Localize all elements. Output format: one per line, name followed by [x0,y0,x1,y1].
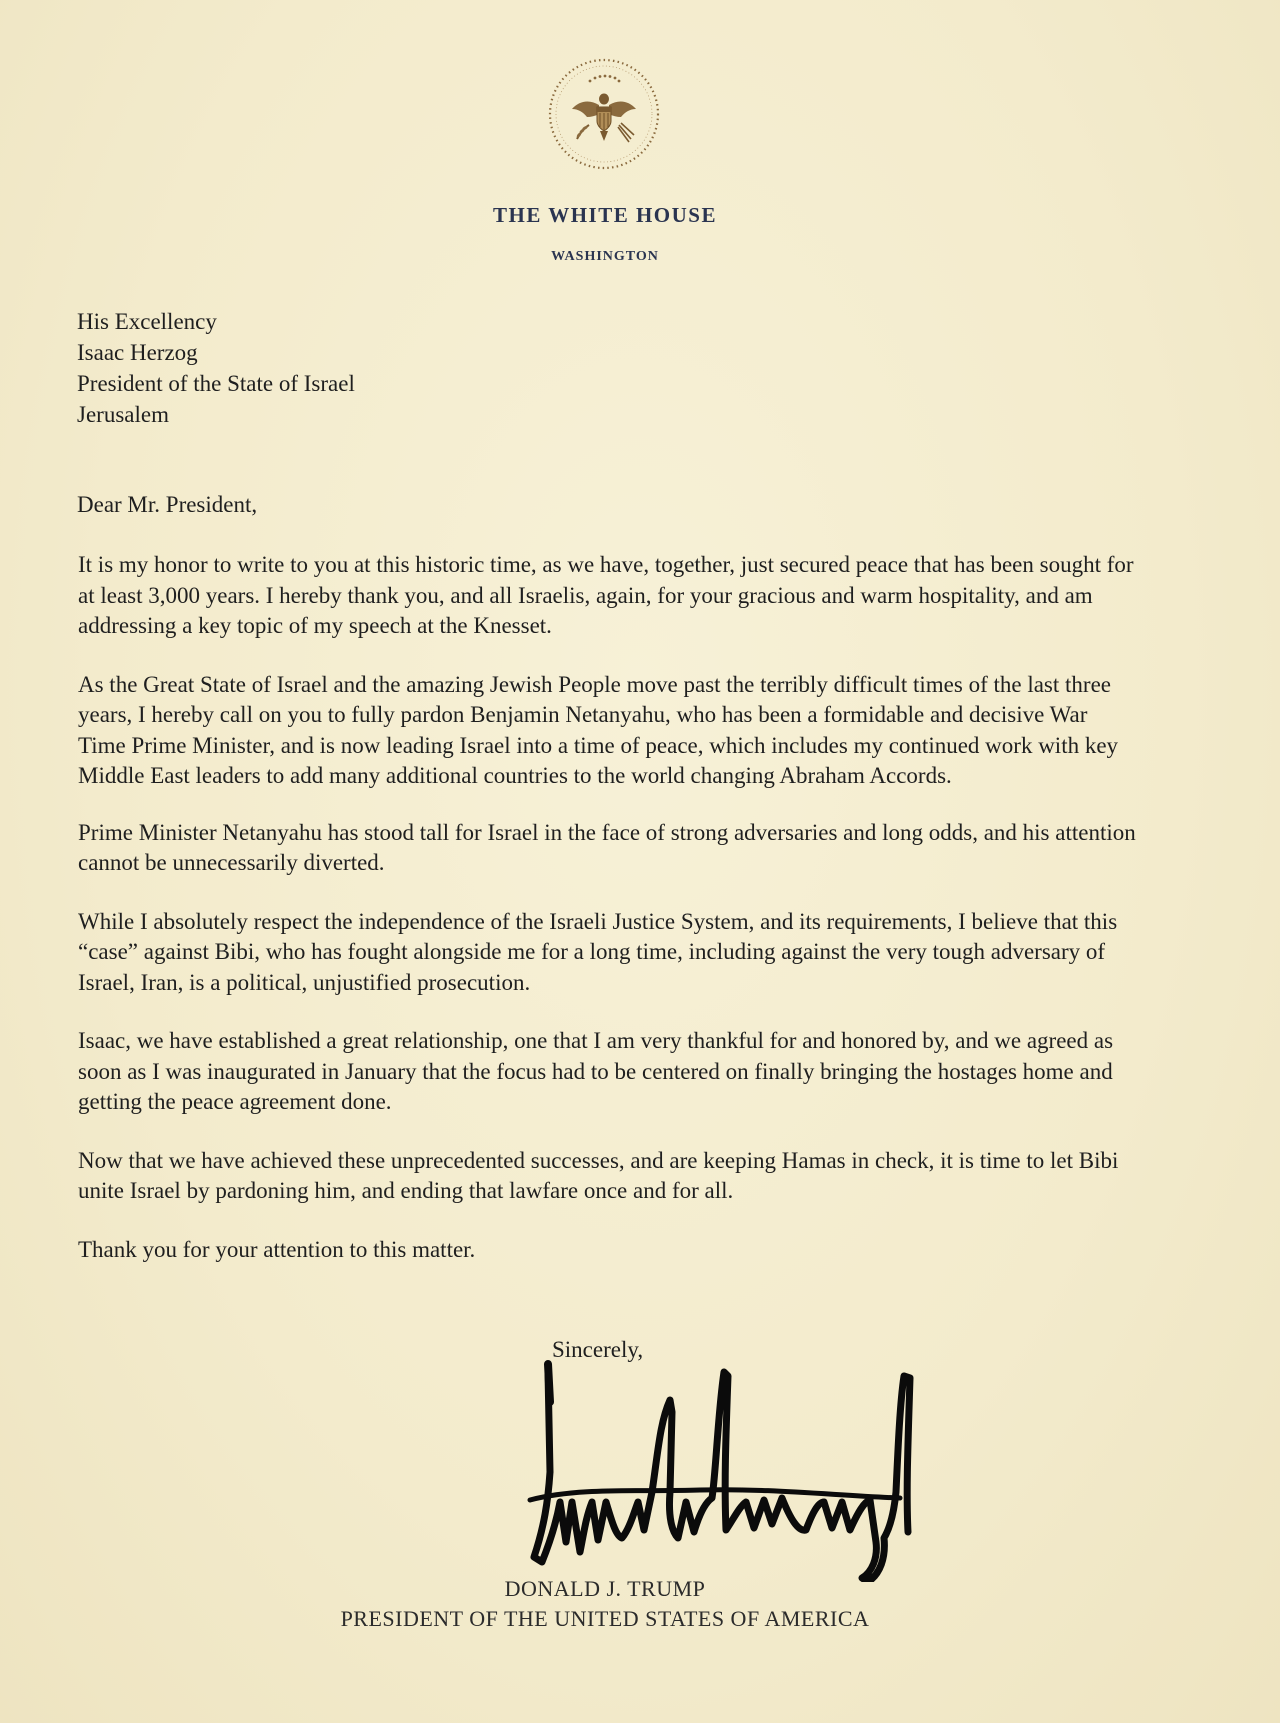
salutation: Dear Mr. President, [77,492,258,517]
body-paragraph: It is my honor to write to you at this historic time, as we have, together, just secured peace that has been sought for at least 3,000 years. I hereby thank you, and all Israelis, again, for your gracious and warm hospitality, and am addressing a key topic of my speech at the Knesset. [78,552,1134,638]
signer-name: DONALD J. TRUMP [504,1576,706,1601]
letterhead-title: THE WHITE HOUSE [492,203,717,227]
body-paragraph: Isaac, we have established a great relationship, one that I am very thankful for and honored by, and we agreed as soon as I was inaugurated in January that the focus had to be centered on finally bringing the hostages home and getting the peace agreement done. [78,1028,1114,1114]
body-paragraph: While I absolutely respect the independence of the Israeli Justice System, and its requirements, I believe that this “case” against Bibi, who has fought alongside me for a long time, including against the very tough adversary of Israel, Iran, is a political, unjustified prosecution. [78,908,1118,995]
recipient-line: Jerusalem [77,402,169,427]
closing: Sincerely, [552,1337,644,1362]
recipient-address [77,306,355,430]
letter-body [78,550,1138,1293]
recipient-line: President of the State of Israel [77,371,355,396]
body-paragraph: Now that we have achieved these unprecedented successes, and are keeping Hamas in check, it is time to let Bibi unite Israel by pardoning him, and ending that lawfare once and for all. [78,1147,1119,1203]
signer-title: PRESIDENT OF THE UNITED STATES OF AMERICA [340,1606,870,1631]
handwritten-signature-icon [520,1352,980,1582]
body-paragraph: Thank you for your attention to this matter. [78,1236,476,1262]
presidential-seal-icon [545,55,663,173]
body-paragraph: Prime Minister Netanyahu has stood tall for Israel in the face of strong adversaries and long odds, and his attention cannot be unnecessarily diverted. [78,819,1136,875]
recipient-line: His Excellency [77,309,217,334]
body-paragraph: As the Great State of Israel and the amazing Jewish People move past the terribly difficult times of the last three years, I hereby call on you to fully pardon Benjamin Netanyahu, who has been a formidable and decisive War Time Prime Minister, and is now leading Israel into a time of peace, which includes my continued work with key Middle East leaders to add many additional countries to the world changing Abraham Accords. [78,671,1119,788]
letterhead-city: WASHINGTON [551,249,659,264]
recipient-line: Isaac Herzog [77,340,198,365]
